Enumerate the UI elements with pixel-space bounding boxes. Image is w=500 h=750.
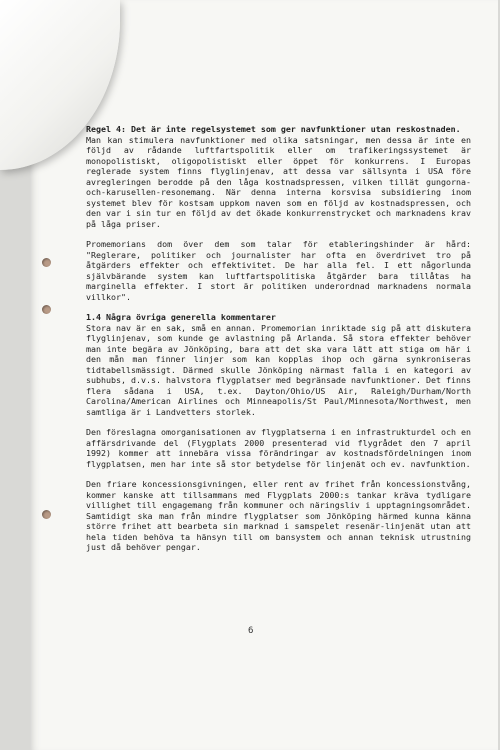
section-heading: 1.4 Några övriga generella kommentarer [86,312,276,322]
stora-nav-paragraph: Stora nav är en sak, små en annan. Promemorian inriktade sig på att diskutera flyglinjenav, som kunde ge avlastning på Arlanda. Så stora effekter behöver man inte begära av Jönköping, bara att det ska vara lätt att stiga om här i den mån man finner linjer som kan kopplas ihop och gärna synkroniseras tidtabellsmässigt. Därmed skulle Jönköping närmast falla i en kategori av subhubs, d.v.s. halvstora flygplatser med begränsade navfunktioner. Det finns flera sådana i USA, t.ex. Dayton/Ohio/US Air, Raleigh/Durham/North Carolina/American Airlines och Minneapolis/St Paul/Minnesota/Northwest, men samtliga är i Landvetters storlek. [86,322,471,417]
rule4-paragraph [86,124,471,229]
promemorians-paragraph: Promemorians dom över dem som talar för etableringshinder är hård: "Reglerare, politiker och journalister har ofta en överdrivet tro på åtgärders effekter och effektivitet. De har alla fel. I ett någorlunda självbärande system kan luftfartspolitiska åtgärder bara tillåtas ha marginella effekter. I stort är politiken underordnad marknadens normala villkor". [86,239,471,302]
rule4-label: Regel 4: [86,124,126,134]
rule4-body: Man kan stimulera navfunktioner med olika satsningar, men dessa är inte en följd av rådande luftfartspolitik eller om trafikeringssystemet är monopolistiskt, oligopolistiskt eller öppet för konkurrens. I Europas reglerade system finns flyglinjenav, att dessa var sällsynta i USA före avregleringen berodde på den låga kostnadspressen, vilken tillät gungorna-och-karusellen-resonemang. När denna interna korsvisa subsidiering inom systemet blev för kostsam uppkom naven som en följd av kostnadspressen, och den var i sin tur en följd av det ökade konkurrenstrycket och marknadens krav på låga priser. [86,134,471,229]
rule4-title: Det är inte regelsystemet som ger navfunktioner utan reskostnaden. [125,124,461,134]
omorganisation-paragraph: Den föreslagna omorganisationen av flygplatserna i en infrastrukturdel och en affärsdrivande del (Flygplats 2000 presenterad vid flygrådet den 7 april 1992) kommer att innebära vissa förändringar av kostnadsfördelningen inom flygplatsen, men har inte så stor betydelse för linjenät och ev. navfunktion. [86,427,471,469]
document-body [86,124,471,563]
punch-hole-bottom [42,510,51,519]
punch-hole-middle [42,305,51,314]
koncession-paragraph: Den friare koncessionsgivningen, eller rent av frihet från koncessionstvång, kommer kanske att tillsammans med Flygplats 2000:s tankar kräva tydligare villighet till engagemang från kommuner och näringsliv i upptagningsområdet. Samtidigt ska man från mindre flygplatser som Jönköping härmed kunna känna större frihet att bearbeta sin marknad i samspelet resenär-linjenät utan att hela tiden behöva ta hänsyn till om bansystem och annan teknisk utrustning just då behöver pengar. [86,479,471,552]
punch-hole-top [42,258,51,267]
page-number: 6 [248,626,254,636]
